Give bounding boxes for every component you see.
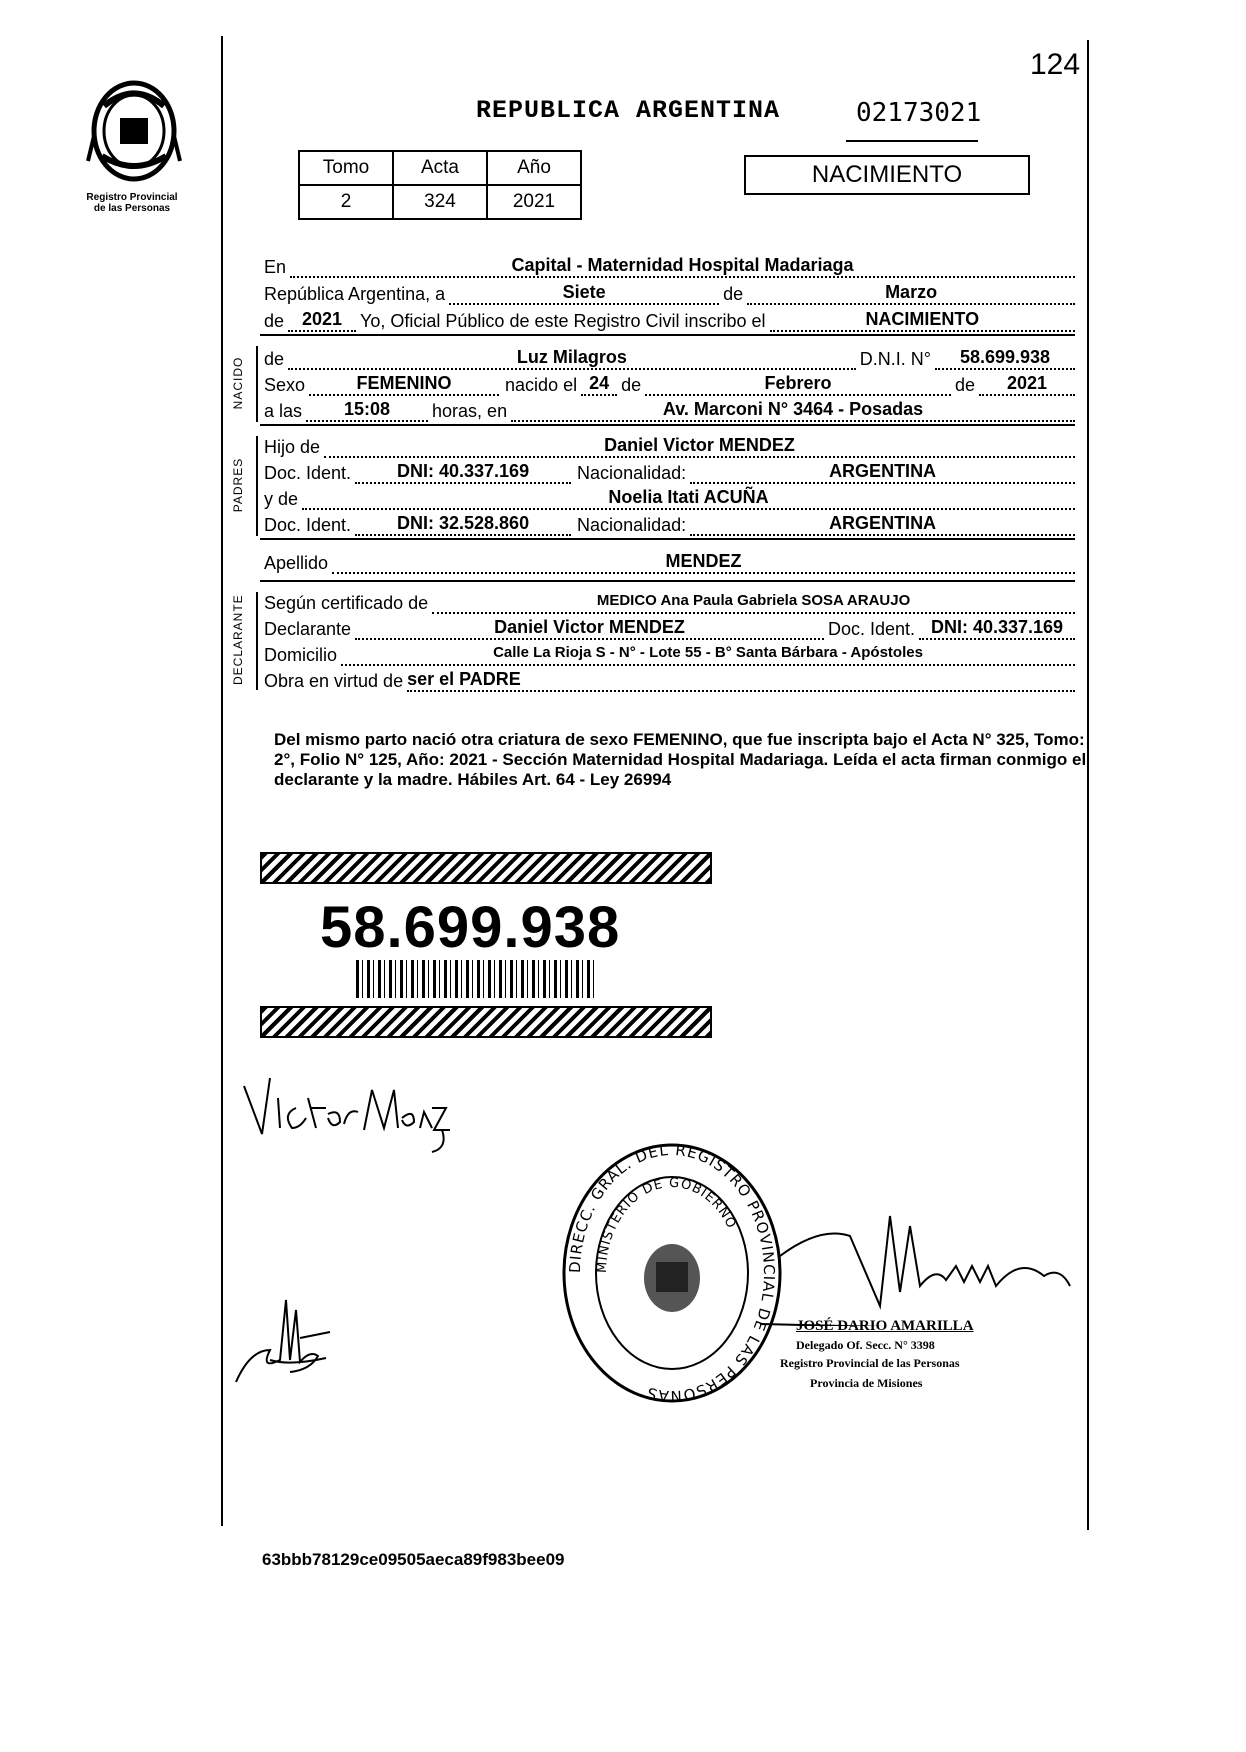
day-word: Siete — [449, 281, 719, 305]
nacido-de2: de — [954, 375, 975, 395]
year-value: 2021 — [288, 308, 356, 332]
nacido-day: 24 — [581, 372, 617, 396]
apellido-label: Apellido — [264, 553, 329, 573]
row-cert — [264, 590, 1075, 614]
row-fecha — [264, 281, 1075, 305]
anio-header: Año — [487, 151, 581, 185]
official-title-2: Registro Provincial de las Personas — [780, 1356, 960, 1370]
row-en — [264, 254, 1075, 278]
obra-label: Obra en virtud de — [264, 671, 404, 691]
serial-underline — [846, 140, 978, 142]
nac2-value: ARGENTINA — [690, 512, 1075, 536]
nacido-year: 2021 — [979, 372, 1075, 396]
section-divider-2 — [260, 424, 1075, 426]
row-doc1 — [264, 460, 1075, 484]
hijo-label: Hijo de — [264, 437, 321, 457]
year-label: de — [264, 311, 285, 331]
row-nombre — [264, 346, 1075, 370]
cert-value: MEDICO Ana Paula Gabriela SOSA ARAUJO — [432, 590, 1075, 614]
declarante-label: Declarante — [264, 619, 352, 639]
yde-value: Noelia Itati ACUÑA — [302, 486, 1075, 510]
sexo-value: FEMENINO — [309, 372, 499, 396]
section-divider-3 — [260, 538, 1075, 540]
side-label-nacido: NACIDO — [231, 356, 245, 410]
side-bracket-nacido — [256, 346, 258, 422]
dni-large-number: 58.699.938 — [320, 895, 621, 960]
stamp-outer-text: DIRECC. GRAL. DEL REGISTRO PROVINCIAL DE LAS PERSONAS — [565, 1142, 779, 1404]
row-obra — [264, 668, 1075, 692]
official-stamp — [560, 1142, 784, 1404]
nacido-month: Febrero — [645, 372, 951, 396]
row-declarante — [264, 616, 1075, 640]
lugar-value: Av. Marconi N° 3464 - Posadas — [511, 398, 1075, 422]
official-signature — [760, 1196, 1090, 1326]
hora-value: 15:08 — [306, 398, 428, 422]
tomo-value: 2 — [299, 185, 393, 219]
security-stripe-bottom — [260, 1006, 712, 1038]
page-number: 124 — [1030, 48, 1081, 81]
row-apellido — [264, 550, 1075, 574]
doc1-label: Doc. Ident. — [264, 463, 352, 483]
en-label: En — [264, 257, 287, 277]
left-margin-line — [221, 36, 223, 1526]
section-divider-4 — [260, 580, 1075, 582]
republica-label: República Argentina, a — [264, 284, 446, 304]
row-yde — [264, 486, 1075, 510]
official-title-3: Provincia de Misiones — [810, 1376, 923, 1390]
row-doc2 — [264, 512, 1075, 536]
inscribo-label: Yo, Oficial Público de este Registro Civil inscribo el — [360, 311, 766, 331]
side-label-padres: PADRES — [231, 457, 245, 513]
horas-label: horas, en — [432, 401, 508, 421]
nacido-de1: de — [621, 375, 642, 395]
side-bracket-declarante — [256, 592, 258, 690]
dni-label: D.N.I. N° — [859, 349, 931, 369]
nac1-value: ARGENTINA — [690, 460, 1075, 484]
declarante-signature — [236, 1068, 456, 1158]
hijo-value: Daniel Victor MENDEZ — [324, 434, 1075, 458]
apellido-value: MENDEZ — [332, 550, 1075, 574]
birth-note: Del mismo parto nació otra criatura de sexo FEMENINO, que fue inscripta bajo el Acta N° 325, Tomo: 2°, Folio N° 125, Año: 2021 - Sección Maternidad Hospital Madariaga. Leída el acta firman conmigo el declarante y la madre. Hábiles Art. 64 - Ley 26994 — [274, 730, 1087, 789]
acta-header: Acta — [393, 151, 487, 185]
section-divider-1 — [260, 334, 1075, 336]
domicilio-label: Domicilio — [264, 645, 338, 665]
nombre-label: de — [264, 349, 285, 369]
decl-doc-value: DNI: 40.337.169 — [919, 616, 1075, 640]
en-value: Capital - Maternidad Hospital Madariaga — [290, 254, 1075, 278]
security-stripe-top — [260, 852, 712, 884]
row-domicilio — [264, 642, 1075, 666]
nac1-label: Nacionalidad: — [577, 463, 687, 483]
official-name: JOSÉ DARIO AMARILLA — [796, 1318, 974, 1334]
acta-value: 324 — [393, 185, 487, 219]
doc1-value: DNI: 40.337.169 — [355, 460, 571, 484]
row-sexo — [264, 372, 1075, 396]
cert-label: Según certificado de — [264, 593, 429, 613]
obra-value: ser el PADRE — [407, 668, 1075, 692]
logo-caption-line2: de las Personas — [93, 203, 171, 214]
domicilio-value: Calle La Rioja S - N° - Lote 55 - B° Santa Bárbara - Apóstoles — [341, 642, 1075, 666]
doc-type-box: NACIMIENTO — [744, 155, 1030, 195]
side-label-declarante: DECLARANTE — [231, 594, 245, 685]
de-label: de — [723, 284, 744, 304]
nacido-label: nacido el — [505, 375, 578, 395]
serial-number: 02173021 — [856, 98, 982, 128]
document-title: REPUBLICA ARGENTINA — [476, 96, 781, 125]
logo-caption-line1: Registro Provincial — [86, 192, 178, 203]
month-word: Marzo — [747, 281, 1075, 305]
official-title-1: Delegado Of. Secc. N° 3398 — [796, 1338, 935, 1352]
hora-label: a las — [264, 401, 303, 421]
row-inscribo — [264, 308, 1075, 332]
decl-doc-label: Doc. Ident. — [827, 619, 915, 639]
registry-logo — [84, 76, 184, 186]
row-hora — [264, 398, 1075, 422]
side-bracket-padres — [256, 436, 258, 536]
tomo-header: Tomo — [299, 151, 393, 185]
anio-value: 2021 — [487, 185, 581, 219]
sexo-label: Sexo — [264, 375, 306, 395]
declarante-value: Daniel Victor MENDEZ — [355, 616, 824, 640]
yde-label: y de — [264, 489, 299, 509]
dni-barcode — [356, 960, 596, 998]
row-hijo — [264, 434, 1075, 458]
nombre-value: Luz Milagros — [288, 346, 856, 370]
doc2-value: DNI: 32.528.860 — [355, 512, 571, 536]
document-hash: 63bbb78129ce09505aeca89f983bee09 — [262, 1550, 565, 1569]
nac2-label: Nacionalidad: — [577, 515, 687, 535]
doc2-label: Doc. Ident. — [264, 515, 352, 535]
logo-caption — [62, 192, 202, 214]
inscribo-value: NACIMIENTO — [770, 308, 1075, 332]
stamp-inner-text: MINISTERIO DE GOBIERNO — [594, 1175, 739, 1274]
mother-signature — [230, 1290, 340, 1390]
dni-value: 58.699.938 — [935, 346, 1075, 370]
tomo-acta-table — [298, 150, 582, 220]
